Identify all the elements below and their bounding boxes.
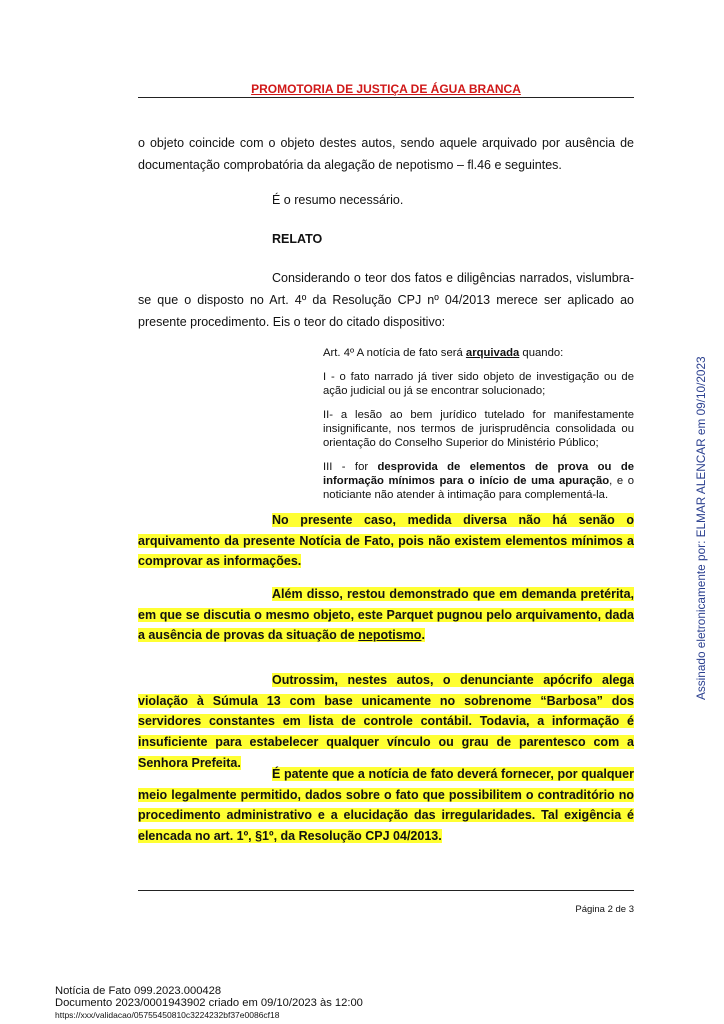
paragraph-considering: Considerando o teor dos fatos e diligências narrados, vislumbra-se que o disposto no Art. 4º da Resolução CPJ nº 04/2013 merece ser aplicado ao presente procedimento. Eis o teor do citado dispositivo: <box>138 271 634 329</box>
summary-statement: É o resumo necessário. <box>272 193 404 207</box>
highlighted-paragraph-1: No presente caso, medida diversa não há senão o arquivamento da presente Notícia de Fato, pois não existem elementos mínimos a comprovar as informações. <box>138 513 634 569</box>
header-title: PROMOTORIA DE JUSTIÇA DE ÁGUA BRANCA <box>251 82 521 96</box>
highlighted-paragraph-3: Outrossim, nestes autos, o denunciante apócrifo alega violação à Súmula 13 com base unicamente no sobrenome “Barbosa” dos servidores constantes em lista de controle contábil. Todavia, a informação é insuficiente para estabelecer qualquer vínculo ou grau de parentesco com a Senhora Prefeita. <box>138 673 634 770</box>
page-number: Página 2 de 3 <box>575 904 634 915</box>
quote-intro: Art. 4º A notícia de fato será arquivada quando: <box>323 347 564 359</box>
footer-divider <box>138 890 634 891</box>
quote-item-1: I - o fato narrado já tiver sido objeto de investigação ou de ação judicial ou já se encontrar solucionado; <box>323 371 634 397</box>
paragraph-continuation: o objeto coincide com o objeto destes autos, sendo aquele arquivado por ausência de documentação comprobatória da alegação de nepotismo – fl.46 e seguintes. <box>138 136 634 172</box>
legal-quote <box>323 346 634 512</box>
quote-item-3: III - for desprovida de elementos de prova ou de informação mínimos para o início de uma apuração, e o noticiante não atender à intimação para complementá-la. <box>323 461 635 501</box>
validation-link[interactable]: https://xxx/validacao/05755450810c3224232bf37e0086cf18 <box>55 1010 280 1020</box>
doc-created: Documento 2023/0001943902 criado em 09/10/2023 às 12:00 <box>55 997 363 1009</box>
highlighted-paragraph-4: É patente que a notícia de fato deverá fornecer, por qualquer meio legalmente permitido, dados sobre o fato que possibilitem o contraditório no procedimento administrativo e a elucidação das irregularidades. Tal exigência é elencada no art. 1º, §1º, da Resolução CPJ 04/2013. <box>138 767 634 844</box>
doc-reference: Notícia de Fato 099.2023.000428 <box>55 985 222 997</box>
header-divider <box>138 97 634 98</box>
electronic-signature: Assinado eletronicamente por: ELMAR ALENCAR em 09/10/2023 <box>694 356 708 700</box>
section-title: RELATO <box>272 232 323 246</box>
highlighted-paragraph-2: Além disso, restou demonstrado que em demanda pretérita, em que se discutia o mesmo objeto, este Parquet pugnou pelo arquivamento, dada a ausência de provas da situação de nepotismo. <box>138 587 634 643</box>
quote-item-2: II- a lesão ao bem jurídico tutelado for manifestamente insignificante, nos termos de jurisprudência consolidada ou orientação do Conselho Superior do Ministério Público; <box>323 409 634 449</box>
